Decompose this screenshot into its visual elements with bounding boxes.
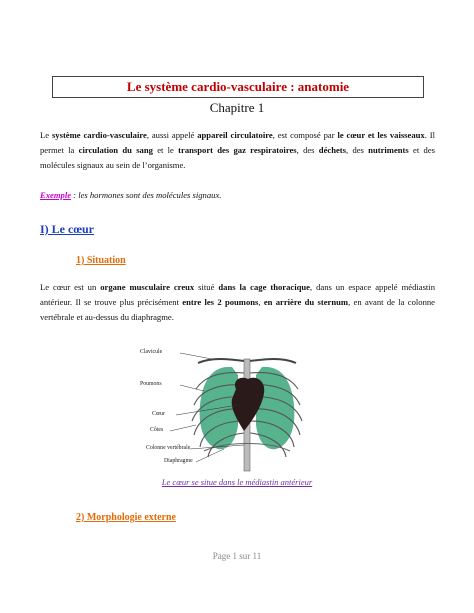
rib-cage-drawing [140,345,350,473]
page-title: Le système cardio-vasculaire : anatomie [52,76,424,98]
right-clavicle [250,359,296,363]
figure-caption: Le cœur se situe dans le médiastin antérieur [161,477,313,487]
subsection-heading-morphologie: 2) Morphologie externe [76,512,176,523]
subsection-heading-situation: 1) Situation [76,255,126,266]
intro-paragraph: Le système cardio-vasculaire, aussi appelé appareil circulatoire, est composé par le cœur et les vaisseaux. Il permet la circulation du sang et le transport des gaz respiratoires, des déchets, des nutriments et des molécules signaux au sein de l’organisme. [40,130,435,170]
page-footer: Page 1 sur 11 [212,551,262,561]
example-line: Exemple : les hormones sont des molécules signaux. [40,190,222,200]
chapter-heading: Chapitre 1 [209,100,265,115]
label-clavicule: Clavicule [140,349,163,355]
left-clavicle [198,359,244,363]
situation-paragraph: Le cœur est un organe musculaire creux situé dans la cage thoracique, dans un espace appelé médiastin antérieur. Il se trouve plus précisément entre les 2 poumons, en arrière du sternum, en avant de la colonne vertébrale et au-dessus du diaphragme. [40,282,435,322]
example-label: Exemple [40,190,72,200]
label-cotes: Côtes [150,427,164,433]
thorax-illustration [140,345,350,473]
section-heading-coeur: I) Le cœur [40,222,94,236]
label-colonne: Colonne vertébrale [146,445,191,451]
label-poumons: Poumons [140,381,162,387]
label-diaphragme: Diaphragme [164,458,193,464]
label-coeur: Cœur [152,411,165,417]
